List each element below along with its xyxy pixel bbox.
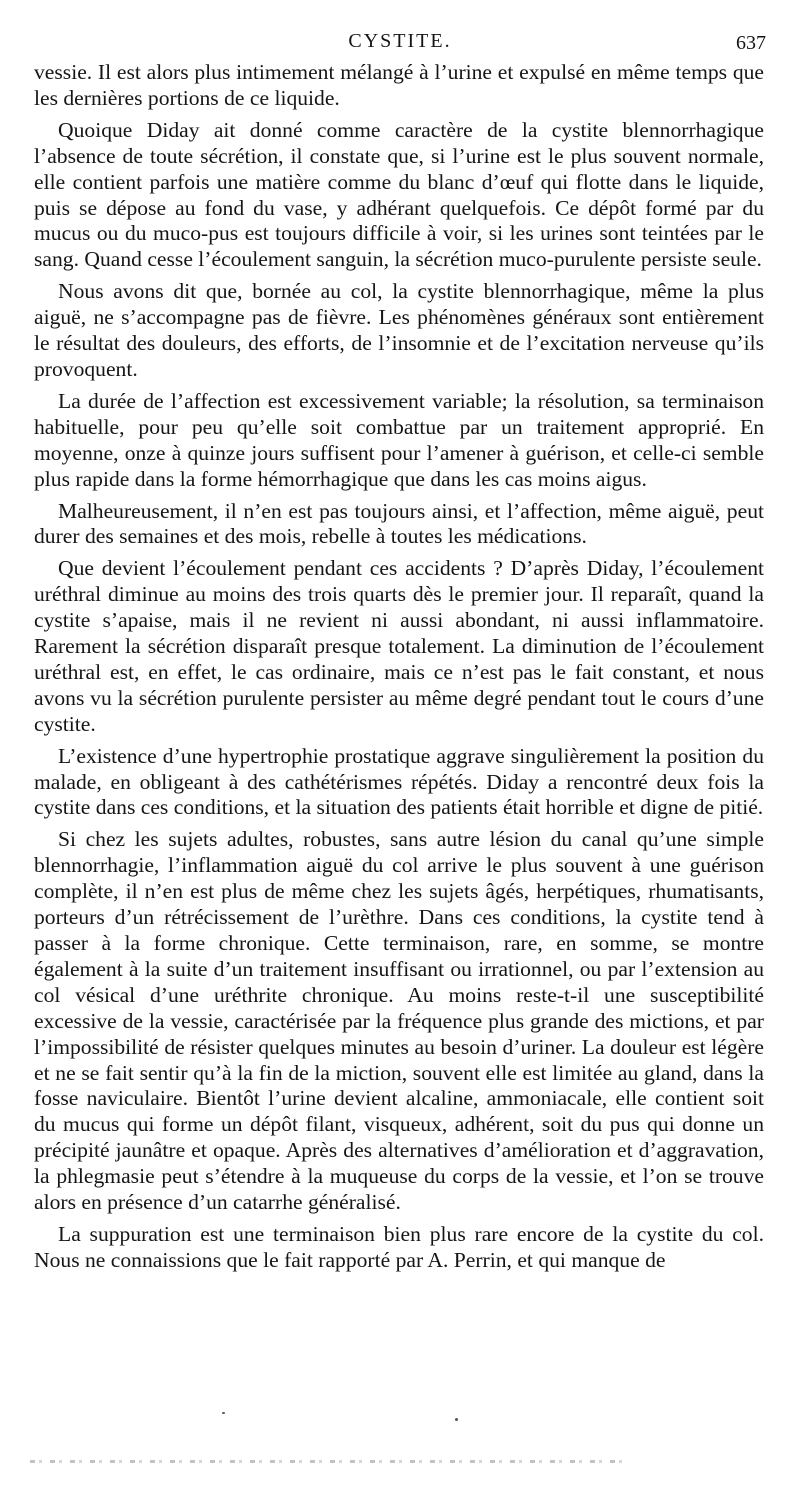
page-number: 637 — [736, 32, 766, 54]
bleed-through-line — [30, 1460, 630, 1463]
paragraph-fever: Nous avons dit que, bornée au col, la cystite blennorrhagique, même la plus aiguë, ne s’accompagne pas de fièvre. Les phénomènes généraux sont entièrement le résultat des douleurs, des efforts, de l’insomnie et de l’excitation nerveuse qu’ils provoquent. — [34, 279, 764, 381]
paragraph-discharge: Que devient l’écoulement pendant ces accidents ? D’après Diday, l’écoulement uréthral diminue au moins des trois quarts dès le premier jour. Il reparaît, quand la cystite s’apaise, mais il ne revient ni aussi abondant, ni aussi inflammatoire. Rarement la sécrétion disparaît presque totalement. La diminution de l’écoulement uréthral est, en effet, le cas ordinaire, mais ce n’est pas le fait constant, et nous avons vu la sécrétion purulente persister au même degré pendant tout le cours d’une cystite. — [34, 556, 764, 736]
running-header — [34, 30, 766, 56]
paragraph-prostatic: L’existence d’une hypertrophie prostatique aggrave singulièrement la position du malade, en obligeant à des cathétérismes répétés. Diday a rencontré deux fois la cystite dans ces conditions, et la situation des patients était horrible et digne de pitié. — [34, 743, 764, 820]
paragraph-continued: vessie. Il est alors plus intimement mélangé à l’urine et expulsé en même temps que les dernières portions de ce liquide. — [34, 60, 764, 110]
paragraph-chronic: Si chez les sujets adultes, robustes, sans autre lésion du canal qu’une simple blennorrhagie, l’inflammation aiguë du col arrive le plus souvent à une guérison complète, il n’en est plus de même chez les sujets âgés, herpétiques, rhumatisants, porteurs d’un rétrécissement de l’urèthre. Dans ces conditions, la cystite tend à passer à la forme chronique. Cette terminaison, rare, en somme, se montre également à la suite d’un traitement insuffisant ou irrationnel, ou par l’extension au col vésical d’une uréthrite chronique. Au moins reste-t-il une susceptibilité excessive de la vessie, caractérisée par la fréquence plus grande des mictions, et par l’impossibilité de résister quelques minutes au besoin d’uriner. La douleur est légère et ne se fait sentir qu’à la fin de la miction, souvent elle est limitée au gland, dans la fosse naviculaire. Bientôt l’urine devient alcaline, ammoniacale, elle contient soit du mucus qui forme un dépôt filant, visqueux, adhérent, soit du pus qui donne un précipité jaunâtre et opaque. Après des alternatives d’amélioration et d’aggravation, la phlegmasie peut s’étendre à la muqueuse du corps de la vessie, et l’on se trouve alors en présence d’un catarrhe généralisé. — [34, 827, 764, 1215]
paragraph-suppuration: La suppuration est une terminaison bien plus rare encore de la cystite du col. Nous ne connaissions que le fait rapporté par A. Perrin, et qui manque de — [34, 1221, 764, 1272]
running-title: CYSTITE. — [348, 30, 452, 52]
paragraph-duration: La durée de l’affection est excessivement variable; la résolution, sa terminaison habituelle, pour peu qu’elle soit combattue par un traitement approprié. En moyenne, onze à quinze jours suffisent pour l’amener à guérison, et celle-ci semble plus rapide dans la forme hémorrhagique que dans les cas moins aigus. — [34, 388, 764, 491]
paragraph-diday-secretion: Quoique Diday ait donné comme caractère de la cystite blennorrhagique l’absence de toute sécrétion, il constate que, si l’urine est le plus souvent normale, elle contient parfois une matière comme du blanc d’œuf qui flotte dans le liquide, puis se dépose au fond du vase, y adhérant quelquefois. Ce dépôt formé par du mucus ou du muco-pus est toujours difficile à voir, si les urines sont teintées par le sang. Quand cesse l’écoulement sanguin, la sécrétion muco-purulente persiste seule. — [34, 117, 764, 272]
speck — [222, 1412, 225, 1414]
paragraph-prolonged: Malheureusement, il n’en est pas toujours ainsi, et l’affection, même aiguë, peut durer des semaines et des mois, rebelle à toutes les médications. — [34, 498, 764, 549]
speck — [455, 1418, 458, 1421]
body-text — [34, 60, 764, 1274]
